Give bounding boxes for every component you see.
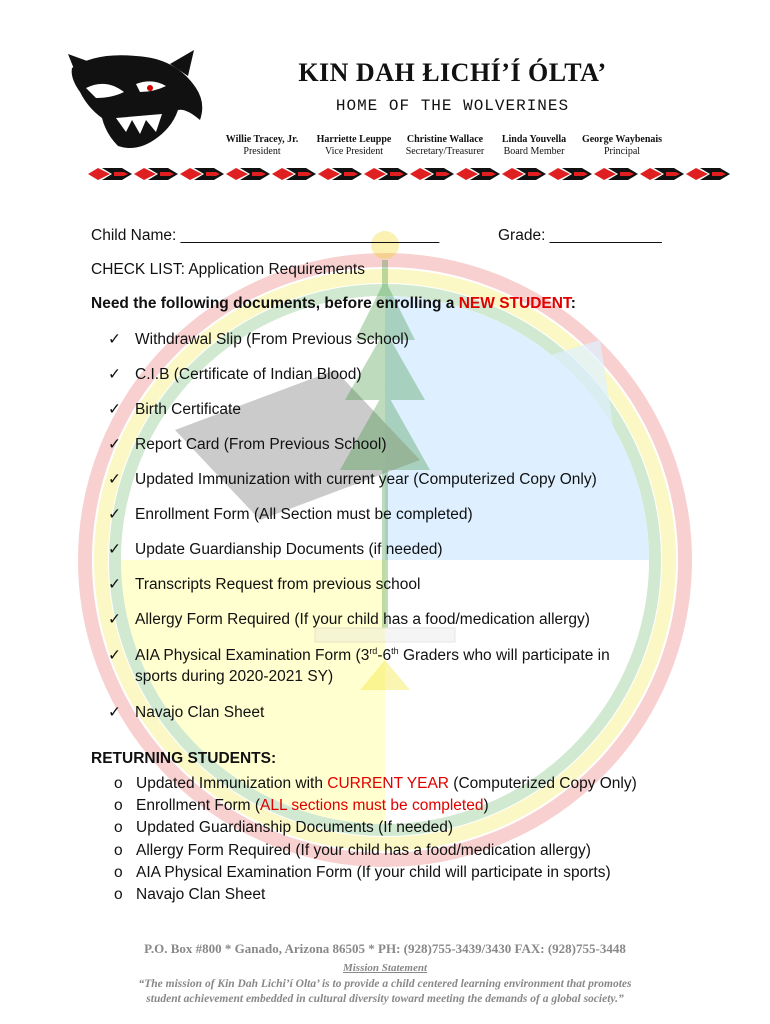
- check-mark-icon: ✓: [108, 401, 121, 418]
- school-subtitle: HOME OF THE WOLVERINES: [335, 97, 570, 115]
- checklist-item-label: Withdrawal Slip (From Previous School): [135, 331, 409, 348]
- mission-statement: [100, 977, 670, 1007]
- bullet-icon: o: [114, 819, 123, 836]
- heading-text: Need the following documents, before enrolling a: [91, 295, 459, 312]
- new-student-highlight: NEW STUDENT: [458, 295, 571, 312]
- checklist-item: [108, 505, 473, 524]
- grade-field: Grade: _____________: [498, 227, 662, 244]
- checklist-item-label: Allergy Form Required (If your child has a food/medication allergy): [135, 611, 590, 628]
- returning-item-text: Updated Guardianship Documents (If needed): [136, 819, 454, 836]
- school-name: KIN DAH ŁICHÍ’Í ÓLTA’: [298, 58, 607, 87]
- checklist-title: CHECK LIST: Application Requirements: [91, 261, 365, 278]
- check-mark-icon: ✓: [108, 541, 121, 558]
- bullet-icon: o: [114, 775, 123, 792]
- check-mark-icon: ✓: [108, 611, 121, 628]
- returning-item-text: Enrollment Form (: [136, 797, 261, 814]
- check-mark-icon: ✓: [108, 704, 121, 721]
- aia-post: Graders who will participate in: [398, 647, 610, 664]
- bullet-icon: o: [114, 797, 123, 814]
- returning-item-text: Navajo Clan Sheet: [136, 886, 266, 903]
- checklist-item: [108, 610, 590, 629]
- band-motif: [686, 168, 730, 180]
- returning-item: [114, 886, 265, 904]
- band-motif: [548, 168, 592, 180]
- band-motif: [410, 168, 454, 180]
- returning-item-text: (Computerized Copy Only): [449, 775, 637, 792]
- aia-mid: -6: [377, 647, 392, 664]
- child-name-field: Child Name: ______________________________: [91, 227, 440, 244]
- officer-name: Christine Wallace: [406, 134, 484, 145]
- officer: [212, 134, 312, 158]
- returning-item-highlight: ALL sections must be completed: [260, 797, 484, 814]
- check-mark-icon: ✓: [108, 471, 121, 488]
- aia-line-2: sports during 2020-2021 SY): [135, 668, 334, 685]
- band-motif: [134, 168, 178, 180]
- checklist-item: [108, 435, 387, 454]
- returning-students-heading: RETURNING STUDENTS:: [91, 750, 277, 767]
- returning-item-text: Allergy Form Required (If your child has a food/medication allergy): [136, 842, 591, 859]
- returning-item: [114, 797, 489, 815]
- bullet-icon: o: [114, 842, 123, 859]
- checklist-item-label: Transcripts Request from previous school: [135, 576, 421, 593]
- band-motif: [502, 168, 546, 180]
- check-mark-icon: ✓: [108, 436, 121, 453]
- returning-item: [114, 819, 453, 837]
- checklist-item: [108, 540, 443, 559]
- checklist-item-label: Enrollment Form (All Section must be completed): [135, 506, 473, 523]
- checklist-item: [108, 365, 362, 384]
- band-motif: [272, 168, 316, 180]
- returning-item-highlight: CURRENT YEAR: [327, 775, 449, 792]
- aia-sup-rd: rd: [369, 645, 378, 656]
- mission-line: “The mission of Kin Dah Lichi’í Olta’ is to provide a child centered learning environment that promotes: [138, 978, 632, 990]
- heading-colon: :: [570, 295, 576, 312]
- navajo-pattern-band: [88, 166, 730, 182]
- band-motif: [594, 168, 638, 180]
- checklist-item-label: Update Guardianship Documents (if needed): [135, 541, 443, 558]
- officer-title: Secretary/Treasurer: [405, 146, 485, 157]
- officer-title: Vice President: [325, 146, 383, 157]
- returning-item: [114, 842, 591, 860]
- checklist-item-label: Updated Immunization with current year (Computerized Copy Only): [135, 471, 597, 488]
- returning-item-text: AIA Physical Examination Form (If your child will participate in sports): [136, 864, 611, 881]
- officer-title: Board Member: [503, 146, 565, 157]
- check-mark-icon: ✓: [108, 576, 121, 593]
- bullet-icon: o: [114, 886, 123, 903]
- officer: [304, 134, 404, 158]
- check-mark-icon: ✓: [108, 366, 121, 383]
- band-motif: [318, 168, 362, 180]
- checklist-item: [108, 330, 409, 349]
- checklist-item: [108, 400, 241, 419]
- wolverine-logo-icon: [66, 48, 208, 156]
- mission-statement-title: Mission Statement: [342, 962, 428, 974]
- officer: [395, 134, 495, 158]
- checklist-item-label: C.I.B (Certificate of Indian Blood): [135, 366, 362, 383]
- checklist-item: [108, 575, 420, 594]
- new-student-heading: [91, 295, 576, 313]
- check-mark-icon: ✓: [108, 506, 121, 523]
- aia-pre: AIA Physical Examination Form (3: [135, 647, 370, 664]
- band-motif: [88, 168, 132, 180]
- check-mark-icon: ✓: [108, 331, 121, 348]
- returning-item-text: ): [483, 797, 489, 814]
- checklist-item-label: Report Card (From Previous School): [135, 436, 387, 453]
- band-motif: [364, 168, 408, 180]
- band-motif: [640, 168, 684, 180]
- officer-name: George Waybenais: [581, 134, 663, 145]
- band-motif: [226, 168, 270, 180]
- bullet-icon: o: [114, 864, 123, 881]
- officer: [484, 134, 584, 158]
- officer-name: Harriette Leuppe: [316, 134, 392, 145]
- officer: [572, 134, 672, 158]
- checklist-item-label: Birth Certificate: [135, 401, 241, 418]
- aia-sup-th: th: [391, 645, 399, 656]
- returning-item-text: Updated Immunization with: [136, 775, 328, 792]
- mission-line: student achievement embedded in cultural diversity toward meeting the demands of a global society.”: [146, 993, 624, 1005]
- checklist-item: [108, 470, 597, 489]
- checklist-item: [108, 703, 264, 722]
- checklist-item: [108, 646, 610, 665]
- checklist-item-label: Navajo Clan Sheet: [135, 704, 265, 721]
- officer-title: President: [243, 146, 281, 157]
- band-motif: [180, 168, 224, 180]
- returning-item: [114, 864, 611, 882]
- band-motif: [456, 168, 500, 180]
- officer-name: Linda Youvella: [501, 134, 567, 145]
- officer-name: Willie Tracey, Jr.: [225, 134, 299, 145]
- officer-title: Principal: [603, 146, 641, 157]
- check-mark-icon: ✓: [108, 647, 121, 664]
- footer-address: P.O. Box #800 * Ganado, Arizona 86505 * PH: (928)755-3439/3430 FAX: (928)755-3448: [144, 941, 626, 956]
- returning-item: [114, 775, 637, 793]
